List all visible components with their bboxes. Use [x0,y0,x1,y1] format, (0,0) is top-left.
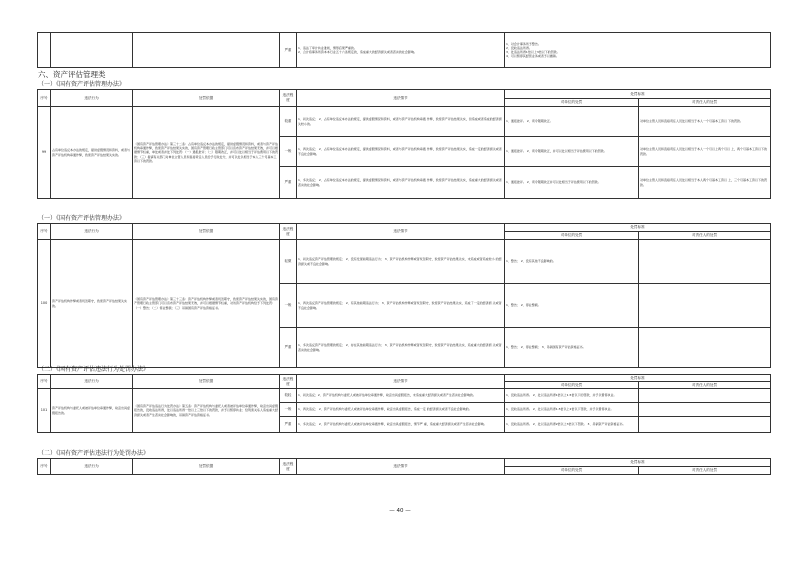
table-100 [37,223,771,368]
unit-penalty-cell: 1、警告； 2、停业整顿； 3、吊销国有资产评估资格证书。 [505,328,639,368]
header-act: 违法行为 [51,90,133,107]
basis-cell: 《国有资产评估违法行为处罚办法》第五条：资产评估机构与委托人或者被评估单位串通作弊，故意出具虚假报告的，没收违法所得，处以违法所得一倍以上三倍以下的罚款，并予以暂停执业；给利害关系人造成重大经济损失或者产生恶劣社会影响的，吊销资产评估资格证书。 [133,389,280,433]
unit-penalty-cell: 1、警告； 2、没有其他不良影响的。 [505,240,639,284]
header-plot: 违法情节 [297,459,505,475]
person-penalty-cell: 对单位主管人员和直接责任人员处以相当于本人一个月以上两个月以 上，两个月基本工资以下的罚款。 [639,137,771,167]
degree-cell: 较重 [280,107,297,137]
subtitle-2: （一）《国有资产评估管理办法》 [38,215,126,222]
header-plot: 违法情节 [297,224,505,240]
top-result-cell: 1、对会计事务所予警告。 2、没收违法所得。 3、处违法所得1倍以上3倍以下的罚款。 4、可以暂停其经营业务或者予以撤销。 [505,33,771,68]
header-person: 对责任人的处罚 [639,232,771,240]
header-unit: 对单位的处罚 [505,467,639,475]
header-person: 对责任人的处罚 [639,382,771,389]
degree-cell: 较轻 [280,389,297,403]
header-act: 违法行为 [51,459,133,475]
degree-cell: 一般 [280,137,297,167]
top-plot-cell: 1、违法了审计执业准则，情形后果严重的。 2、合计将事务所资本本行业五十六条规定的，造成重大的经济损失或者恶劣的社会影响。 [297,33,505,68]
header-degree: 违法程度 [280,459,297,475]
header-basis: 处罚依据 [133,224,280,240]
header-degree: 违法程度 [280,224,297,240]
top-degree-cell: 严重 [280,33,297,68]
plot-cell: 1、初次违反资产评估管理的规定； 2、没有发现前期违法行为； 3、资产评估机构作弊或者玩忽职守，致使资产评估结果失实，未造成或者造成较小 的经济损失或不良社会影响。 [297,240,505,284]
unit-penalty-cell: 1、通报批评。 2、责令限期改正并可以处相当于评估费用以下的罚款。 [505,167,639,199]
basis-cell: 《国有资产评估管理办法》第三十二条：占有单位违反本办法的规定，提供虚假情况和资料，或者与资产评估机构串通作弊，致使资产评估结果失实的，国有资产管理行政主管部门可以宣布资产评估结果无效，并可以根据情节轻重，单处或者并处下列处罚：（一）通报批评；（二）限期改正，并可以处以相当于评估费用以下的罚款；（三）提请有关部门对单位主管人员和直接责任人员给予行政处分，并可以处以相当于本人三个月基本工资以下的罚款。 [133,107,280,199]
plot-cell: 1、初次违反；2、资产评估机构与委托人或被评估单位串通作弊，故意出具虚假报告，未造成重大经济损失或者产生恶劣社会影响的。 [297,389,505,403]
person-penalty-cell [639,417,771,433]
header-standard: 处罚标准 [505,90,771,99]
degree-cell: 一般 [280,403,297,417]
header-unit: 对单位的处罚 [505,232,639,240]
header-degree: 违法程度 [280,90,297,107]
unit-penalty-cell: 1、通报批评。 2、责令限期改正。 [505,107,639,137]
header-seq: 序号 [38,90,51,107]
header-plot: 违法情节 [297,375,505,389]
header-basis: 处罚依据 [133,90,280,107]
degree-cell: 一般 [280,284,297,328]
header-person: 对责任人的处罚 [639,99,771,107]
table-99 [37,89,771,199]
violation-cell: 资产评估机构与委托人或被评估单位串通作弊，故意出具虚假报告的。 [51,389,133,433]
plot-cell: 1、再次违反； 2、资产评估机构与委托人或被评估单位串通作弊，故意出具虚假报告，造成一定 的经济损失或者不良社会影响的。 [297,403,505,417]
unit-penalty-cell: 1、警告； 2、停业整顿。 [505,284,639,328]
header-seq: 序号 [38,459,51,475]
basis-cell: 《国有资产评估管理办法》第三十三条：资产评估机构作弊或者玩忽职守，致使资产评估结果失实的，国有资产管理行政主管部门可以宣布资产评估结果无效，并可以根据情节轻重，对该资产评估机构给予下列处罚：（一）警告；（二）停业整顿；（三）吊销国有资产评估资格证书。 [133,240,280,368]
person-penalty-cell: 对单位主管人员和直接责任人员处以相当于本人一个月基本工资以 下的罚款。 [639,107,771,137]
subtitle-3: （二）《国有资产评估违法行为处罚办法》 [38,366,150,373]
section-title: 六、资产评估管理类 [38,70,106,79]
row-number: 100 [38,240,51,368]
degree-cell: 严重 [280,328,297,368]
header-plot: 违法情节 [297,90,505,107]
header-unit: 对单位的处罚 [505,99,639,107]
header-basis: 处罚依据 [133,375,280,389]
header-standard: 处罚标准 [505,459,771,467]
header-standard: 处罚标准 [505,224,771,232]
row-number: 101 [38,389,51,433]
header-act: 违法行为 [51,224,133,240]
unit-penalty-cell: 1、通报批评。 2、责令限期改正，并可以处以相当于评估费用以下的罚款。 [505,137,639,167]
header-degree: 违法程度 [280,375,297,389]
header-standard: 处罚标准 [505,375,771,382]
person-penalty-cell [639,328,771,368]
page-number: — 40 — [389,508,411,514]
person-penalty-cell [639,240,771,284]
plot-cell: 1、再次违反； 2、占有单位违反本办法的规定，提供虚假情况和资料，或者与资产评估机构串通 作弊，致使资产评估结果失实，造成一定的经济损失或者不良社会影响。 [297,137,505,167]
header-seq: 序号 [38,224,51,240]
person-penalty-cell: 对单位主管人员和直接责任人员处以相当于本人两个月基本工资以 上，三个月基本工资以下的罚款。 [639,167,771,199]
unit-penalty-cell: 1、没收违法所得。 2、处以违法所得2倍以上3倍以下罚款。 3、吊销资产评估资格证书。 [505,417,639,433]
person-penalty-cell [639,403,771,417]
header-seq: 序号 [38,375,51,389]
person-penalty-cell [639,389,771,403]
degree-cell: 严重 [280,417,297,433]
header-act: 违法行为 [51,375,133,389]
subtitle-4: （二）《国有资产评估违法行为处罚办法》 [38,450,150,457]
header-unit: 对单位的处罚 [505,382,639,389]
unit-penalty-cell: 1、没收违法所得。 2、处以违法所得1倍以上1.5倍以下的罚款，并予以暂停执业。 [505,389,639,403]
table-empty-header [37,458,771,475]
unit-penalty-cell: 1、没收违法所得。 2、处以违法所得1.5倍以上2倍以下罚款，并予以暂停执业。 [505,403,639,417]
violation-cell: 资产评估机构作弊或者玩忽职守，致使资产评估结果失实的。 [51,240,133,368]
person-penalty-cell [639,284,771,328]
plot-cell: 1、多次违反资产评估管理的规定； 2、存在其他前期违法行为； 3、资产评估机构作弊或者玩忽职守，致使资产评估结果失实，造成重大的经济损 失或者恶劣的社会影响。 [297,328,505,368]
plot-cell: 1、多次违反； 2、资产评估机构与委托人或被评估单位串通作弊，故意出具虚假报告，情节严 重，造成重大经济损失或者产生恶劣社会影响。 [297,417,505,433]
degree-cell: 严重 [280,167,297,199]
row-number: 99 [38,107,51,199]
plot-cell: 1、再次违反资产评估管理的规定； 2、有其他前期违法行为； 3、资产评估机构作弊或者玩忽职守，致使资产评估结果失实，造成了一定的经济损 失或者不良社会影响。 [297,284,505,328]
top-continuation-table [37,32,771,68]
plot-cell: 1、初次违反； 2、占有单位违反本办法的规定，提供虚假情况和资料，或者与资产评估机构串通 作弊，致使资产评估结果失实，但造成或者造成的经济损失较小的。 [297,107,505,137]
subtitle-1: （一）《国有资产评估管理办法》 [38,81,126,88]
header-basis: 处罚依据 [133,459,280,475]
header-person: 对责任人的处罚 [639,467,771,475]
violation-cell: 占有单位违反本办法的规定，提供虚假情况和资料，或者与资产评估机构串通作弊，致使资产评估结果失实的。 [51,107,133,199]
plot-cell: 1、多次违反； 2、占有单位违反本办法的规定，提供虚假情况和资料，或者与资产评估机构串通 作弊，致使资产评估结果失实，造成重大的经济损失或者恶劣的社会影响。 [297,167,505,199]
table-101 [37,374,771,433]
degree-cell: 轻微 [280,240,297,284]
